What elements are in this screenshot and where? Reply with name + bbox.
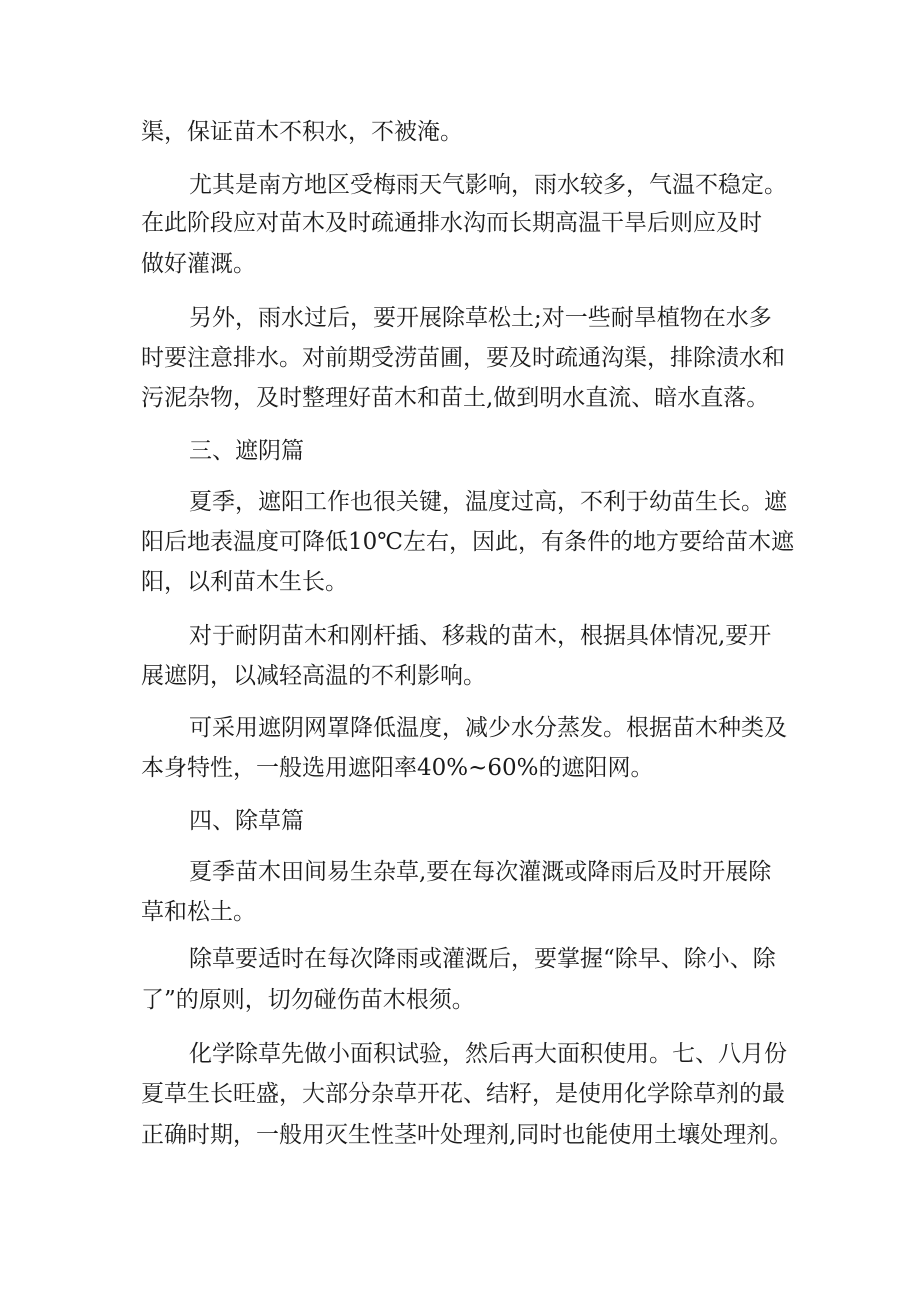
text-line: 本身特性，一般选用遮阳率40%~60%的遮阳网。 bbox=[141, 755, 654, 781]
text-line: 除草要适时在每次降雨或灌溉后，要掌握“除早、除小、除 bbox=[189, 946, 776, 972]
section-heading: 三、遮阴篇 bbox=[189, 438, 304, 464]
text-line: 尤其是南方地区受梅雨天气影响，雨水较多，气温不稳定。 bbox=[189, 172, 787, 198]
text-line: 污泥杂物，及时整理好苗木和苗土,做到明水直流、暗水直落。 bbox=[141, 385, 770, 411]
text-line: 夏草生长旺盛，大部分杂草开花、结籽，是使用化学除草剂的最 bbox=[141, 1081, 785, 1107]
text-line: 夏季，遮阳工作也很关键，温度过高，不利于幼苗生长。遮 bbox=[189, 489, 787, 515]
text-line: 化学除草先做小面积试验，然后再大面积使用。七、八月份 bbox=[189, 1041, 787, 1067]
text-line: 草和松土。 bbox=[141, 899, 256, 925]
text-line: 做好灌溉。 bbox=[141, 251, 256, 277]
text-line: 正确时期，一般用灭生性茎叶处理剂,同时也能使用土壤处理剂。 bbox=[141, 1122, 793, 1148]
text-line: 在此阶段应对苗木及时疏通排水沟而长期高温干旱后则应及时 bbox=[141, 210, 762, 236]
text-line: 可采用遮阴网罩降低温度，减少水分蒸发。根据苗木种类及 bbox=[189, 715, 787, 741]
section-heading: 四、除草篇 bbox=[189, 808, 304, 834]
text-line: 另外，雨水过后，要开展除草松土;对一些耐旱植物在水多 bbox=[189, 305, 772, 331]
text-line: 了”的原则，切勿碰伤苗木根须。 bbox=[141, 987, 475, 1013]
text-line: 时要注意排水。对前期受涝苗圃，要及时疏通沟渠，排除渍水和 bbox=[141, 345, 785, 371]
text-line: 对于耐阴苗木和刚杆插、移栽的苗木，根据具体情况,要开 bbox=[189, 623, 772, 649]
text-line: 阳后地表温度可降低10℃左右，因此，有条件的地方要给苗木遮 bbox=[141, 529, 794, 555]
text-line: 渠，保证苗木不积水，不被淹。 bbox=[141, 119, 463, 145]
text-line: 展遮阴，以减轻高温的不利影响。 bbox=[141, 663, 486, 689]
text-line: 阳，以利苗木生长。 bbox=[141, 569, 348, 595]
text-line: 夏季苗木田间易生杂草,要在每次灌溉或降雨后及时开展除 bbox=[189, 859, 772, 885]
